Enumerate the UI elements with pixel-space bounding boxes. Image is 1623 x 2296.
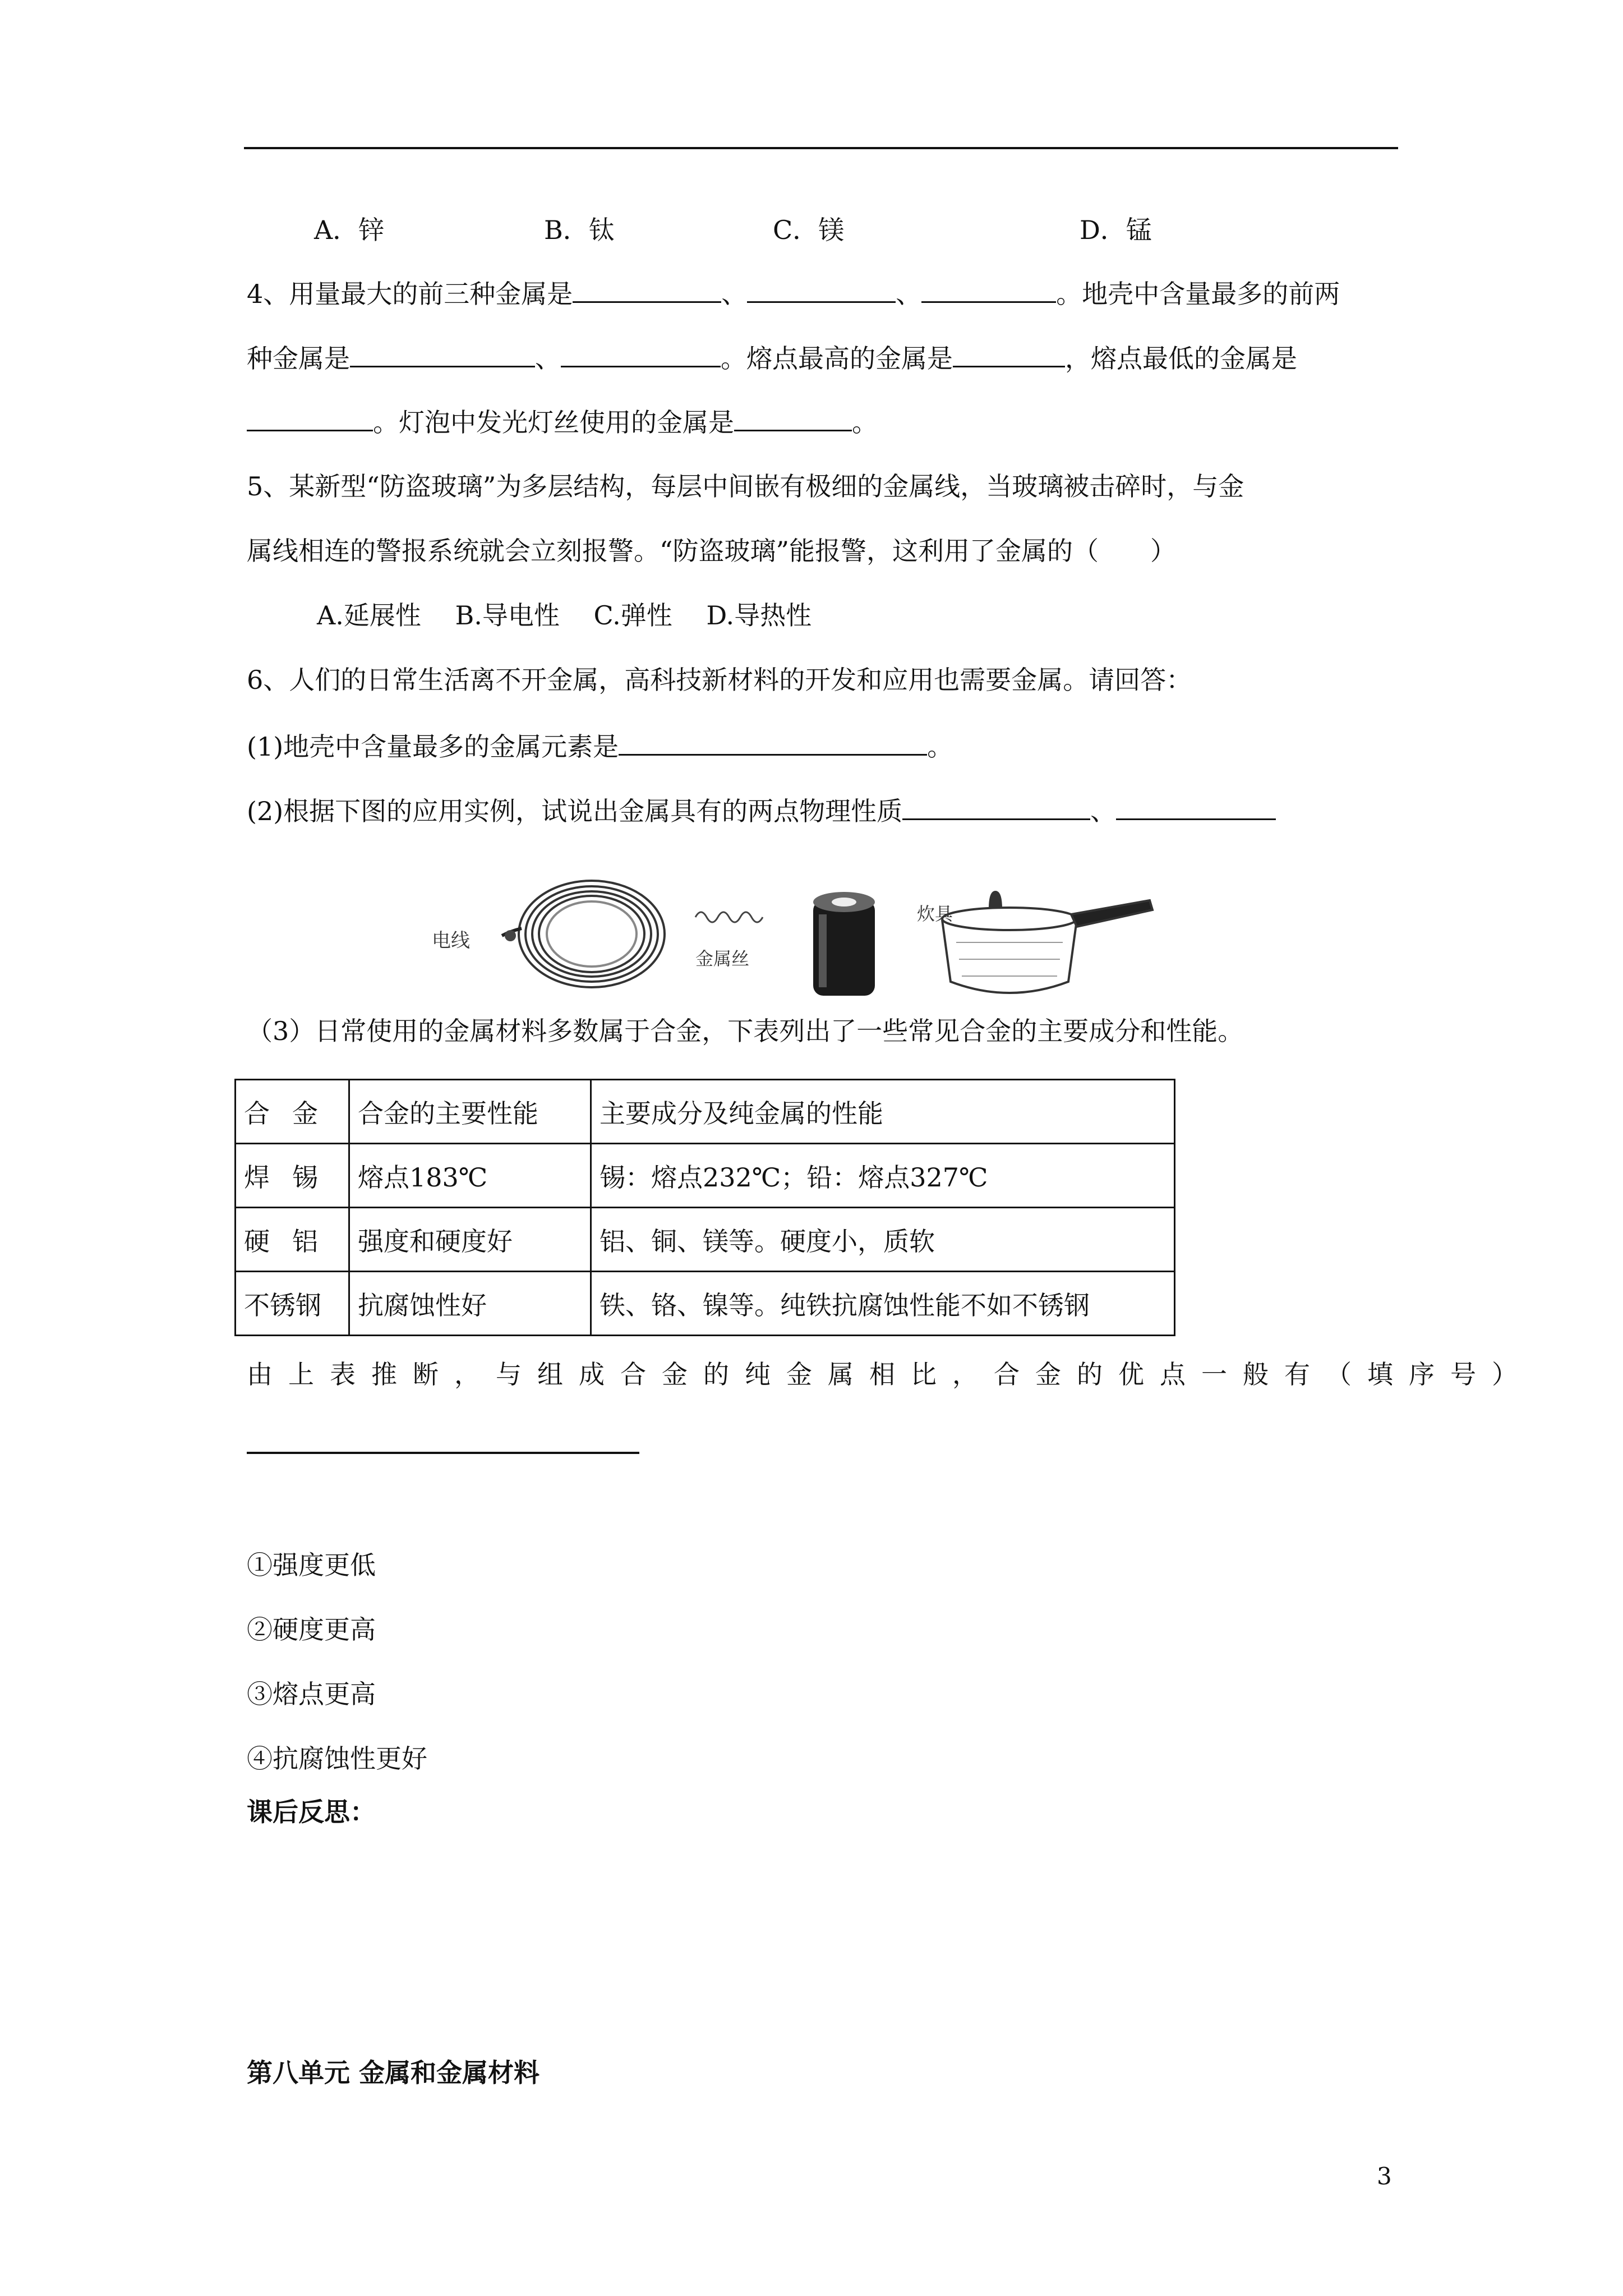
q4-line-2: 种金属是 、 。熔点最高的金属是 ，熔点最低的金属是 — [247, 341, 1297, 375]
table-cell: 铁、铬、镍等。纯铁抗腐蚀性能不如不锈钢 — [591, 1272, 1175, 1336]
option-c: C．镁 — [773, 215, 845, 245]
q6-part-2: (2)根据下图的应用实例，试说出金属具有的两点物理性质 、 — [247, 794, 1276, 828]
inference-question: 由上表推断，与组成合金的纯金属相比，合金的优点一般有（填序号） — [247, 1359, 1533, 1389]
choice-3: ③熔点更高 — [247, 1679, 376, 1709]
application-figure — [426, 875, 1172, 1004]
q6-part-3: （3）日常使用的金属材料多数属于合金，下表列出了一些常见合金的主要成分和性能。 — [247, 1016, 1244, 1046]
blank[interactable] — [350, 341, 535, 367]
blank[interactable] — [902, 794, 1090, 820]
header-rule — [244, 147, 1398, 149]
table-cell: 熔点183℃ — [349, 1144, 591, 1208]
table-header-cell: 合金 — [236, 1080, 349, 1144]
unit-title: 第八单元 金属和金属材料 — [247, 2058, 540, 2088]
blank[interactable] — [747, 277, 896, 303]
table-header-cell: 主要成分及纯金属的性能 — [591, 1080, 1175, 1144]
pressure-cooker-image — [942, 892, 1152, 993]
q5-options: A.延展性 B.导电性 C.弹性 D.导热性 — [317, 600, 812, 631]
blank[interactable] — [619, 729, 927, 756]
blank[interactable] — [247, 405, 373, 431]
alloy-table — [234, 1079, 1175, 1336]
table-cell: 铝、铜、镁等。硬度小，质软 — [591, 1208, 1175, 1272]
blank[interactable] — [953, 341, 1065, 367]
q4-line-1: 4、用量最大的前三种金属是 、 、 。地壳中含量最多的前两 — [247, 277, 1340, 311]
table-row — [236, 1144, 1175, 1208]
q6-part-1: (1)地壳中含量最多的金属元素是 。 — [247, 729, 953, 763]
option-a: A．锌 — [314, 215, 385, 245]
q5-line-1: 5、某新型“防盗玻璃”为多层结构，每层中间嵌有极细的金属线，当玻璃被击碎时，与金 — [247, 471, 1244, 501]
table-row — [236, 1208, 1175, 1272]
choice-2: ②硬度更高 — [247, 1614, 376, 1645]
wire-coil-image — [502, 881, 665, 987]
q4-text: 4、用量最大的前三种金属是 — [247, 279, 573, 309]
choice-4: ④抗腐蚀性更好 — [247, 1743, 427, 1774]
spool-image — [813, 892, 875, 996]
label-metal-wire: 金属丝 — [695, 949, 750, 969]
blank[interactable] — [921, 277, 1056, 303]
q5-line-2: 属线相连的警报系统就会立刻报警。“防盗玻璃”能报警，这利用了金属的（ ） — [247, 536, 1177, 566]
q4-line-3: 。灯泡中发光灯丝使用的金属是 。 — [247, 405, 878, 439]
answer-blank[interactable] — [247, 1452, 639, 1454]
table-row — [236, 1272, 1175, 1336]
table-cell: 抗腐蚀性好 — [349, 1272, 591, 1336]
choice-1: ①强度更低 — [247, 1550, 376, 1580]
q6-intro: 6、人们的日常生活离不开金属，高科技新材料的开发和应用也需要金属。请回答： — [247, 665, 1192, 695]
table-header-cell: 合金的主要性能 — [349, 1080, 591, 1144]
table-cell: 锡：熔点232℃；铅：熔点327℃ — [591, 1144, 1175, 1208]
table-cell: 焊锡 — [236, 1144, 349, 1208]
page-number: 3 — [1377, 2162, 1392, 2190]
option-d: D．锰 — [1080, 215, 1152, 245]
blank[interactable] — [1116, 794, 1276, 820]
label-cookware: 炊具 — [917, 904, 953, 924]
blank[interactable] — [561, 341, 721, 367]
table-cell: 强度和硬度好 — [349, 1208, 591, 1272]
option-b: B．钛 — [544, 215, 615, 245]
table-cell: 不锈钢 — [236, 1272, 349, 1336]
metal-wire-image — [695, 912, 763, 922]
table-cell: 硬铝 — [236, 1208, 349, 1272]
table-header-row — [236, 1080, 1175, 1144]
reflection-heading: 课后反思： — [247, 1797, 376, 1827]
blank[interactable] — [573, 277, 721, 303]
label-wire: 电线 — [432, 930, 470, 951]
blank[interactable] — [734, 405, 852, 431]
